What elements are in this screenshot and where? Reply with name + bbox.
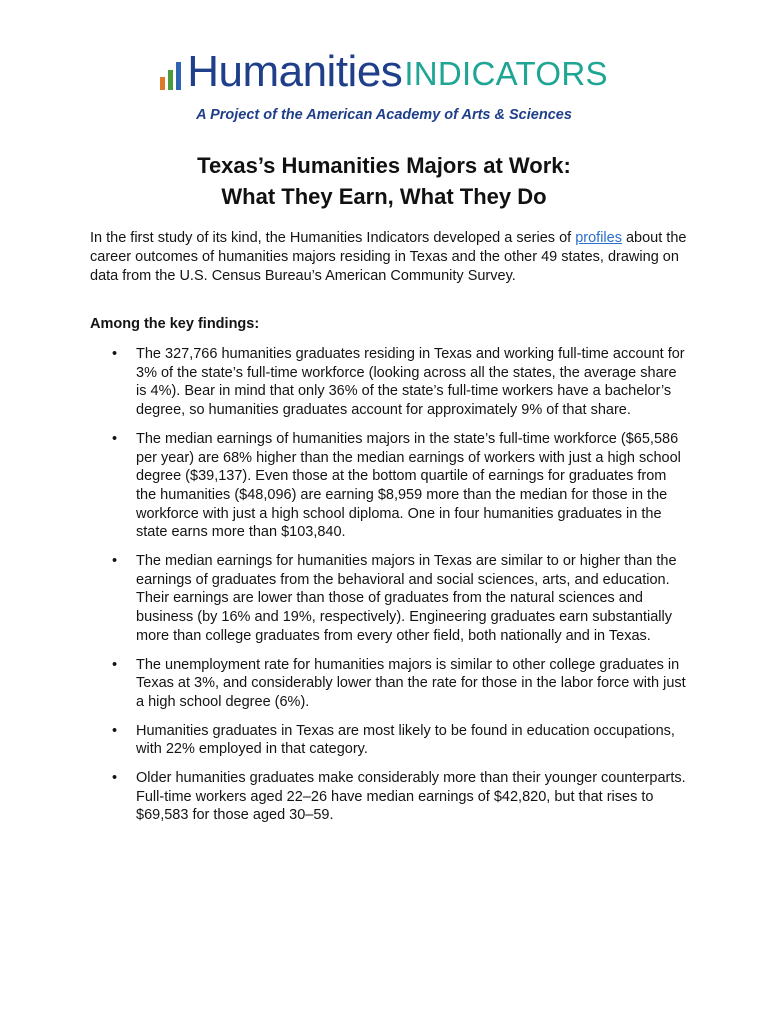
page-title: [0, 150, 768, 212]
finding-item: [90, 552, 690, 646]
logo-bar-green: [168, 70, 173, 90]
intro-text-after: about the career outcomes of humanities majors residing in Texas and the other 49 states, drawing on data from the U.S. Census Bureau’s American Community Survey.: [90, 230, 687, 284]
humanities-indicators-logo: [0, 42, 768, 98]
bullet-icon: •: [112, 553, 118, 570]
title-line-1: Texas’s Humanities Majors at Work:: [197, 153, 571, 178]
bullet-icon: •: [112, 656, 118, 673]
bullet-icon: •: [112, 430, 118, 447]
finding-item: [90, 769, 690, 825]
finding-item: [90, 345, 690, 420]
finding-text: The unemployment rate for humanities majors is similar to other college graduates in Texas at 3%, and considerably lower than the rate for those in the labor force with just a high school degree (6%).: [136, 656, 686, 710]
logo-bars-icon: [160, 62, 181, 90]
finding-item: [90, 656, 690, 712]
finding-text: The 327,766 humanities graduates residing in Texas and working full-time account for 3% of the state’s full-time workforce (looking across all the states, the average share is 4%). Bear in mind that only 36% of the state’s full-time workers have a bachelor’s degree, so humanities graduates account for approximately 9% of that share.: [136, 346, 685, 419]
findings-list: [90, 345, 690, 835]
finding-item: [90, 722, 690, 759]
tagline: A Project of the American Academy of Arts & Sciences: [196, 107, 572, 123]
finding-text: Older humanities graduates make considerably more than their younger counterparts. Full-time workers aged 22–26 have median earnings of $42,820, but that rises to $69,583 for those aged 30–59.: [136, 770, 686, 824]
logo-bar-blue: [176, 62, 181, 90]
findings-heading: Among the key findings:: [90, 316, 260, 332]
bullet-icon: •: [112, 770, 118, 787]
bullet-icon: •: [112, 722, 118, 739]
intro-paragraph: [90, 229, 690, 286]
logo-main-text: Humanities: [187, 47, 403, 96]
finding-text: Humanities graduates in Texas are most likely to be found in education occupations, with 22% employed in that category.: [136, 722, 675, 758]
bullet-icon: •: [112, 346, 118, 362]
finding-item: [90, 430, 690, 542]
intro-text-before: In the first study of its kind, the Humanities Indicators developed a series of: [90, 230, 576, 246]
finding-text: The median earnings for humanities majors in Texas are similar to or higher than the earnings of graduates from the behavioral and social sciences, arts, and education. Their earnings are lower than those of graduates from the natural sciences and business (by 16% and 19%, respectively). Engineering graduates earn substantially more than college graduates from every other field, both nationally and in Texas.: [136, 553, 677, 644]
profiles-link[interactable]: profiles: [575, 230, 622, 246]
logo-sub-text: INDICATORS: [404, 55, 608, 92]
title-line-2: What They Earn, What They Do: [221, 184, 547, 209]
logo-bar-orange: [160, 77, 165, 90]
finding-text: The median earnings of humanities majors in the state’s full-time workforce ($65,586 per year) are 68% higher than the median earnings of workers with just a high school degree ($39,137). Even those at the bottom quartile of earnings for graduates from the humanities ($48,096) are earning $8,959 more than the median for those in the workforce with just a high school diploma. One in four humanities graduates in the state earns more than $103,840.: [136, 430, 681, 541]
